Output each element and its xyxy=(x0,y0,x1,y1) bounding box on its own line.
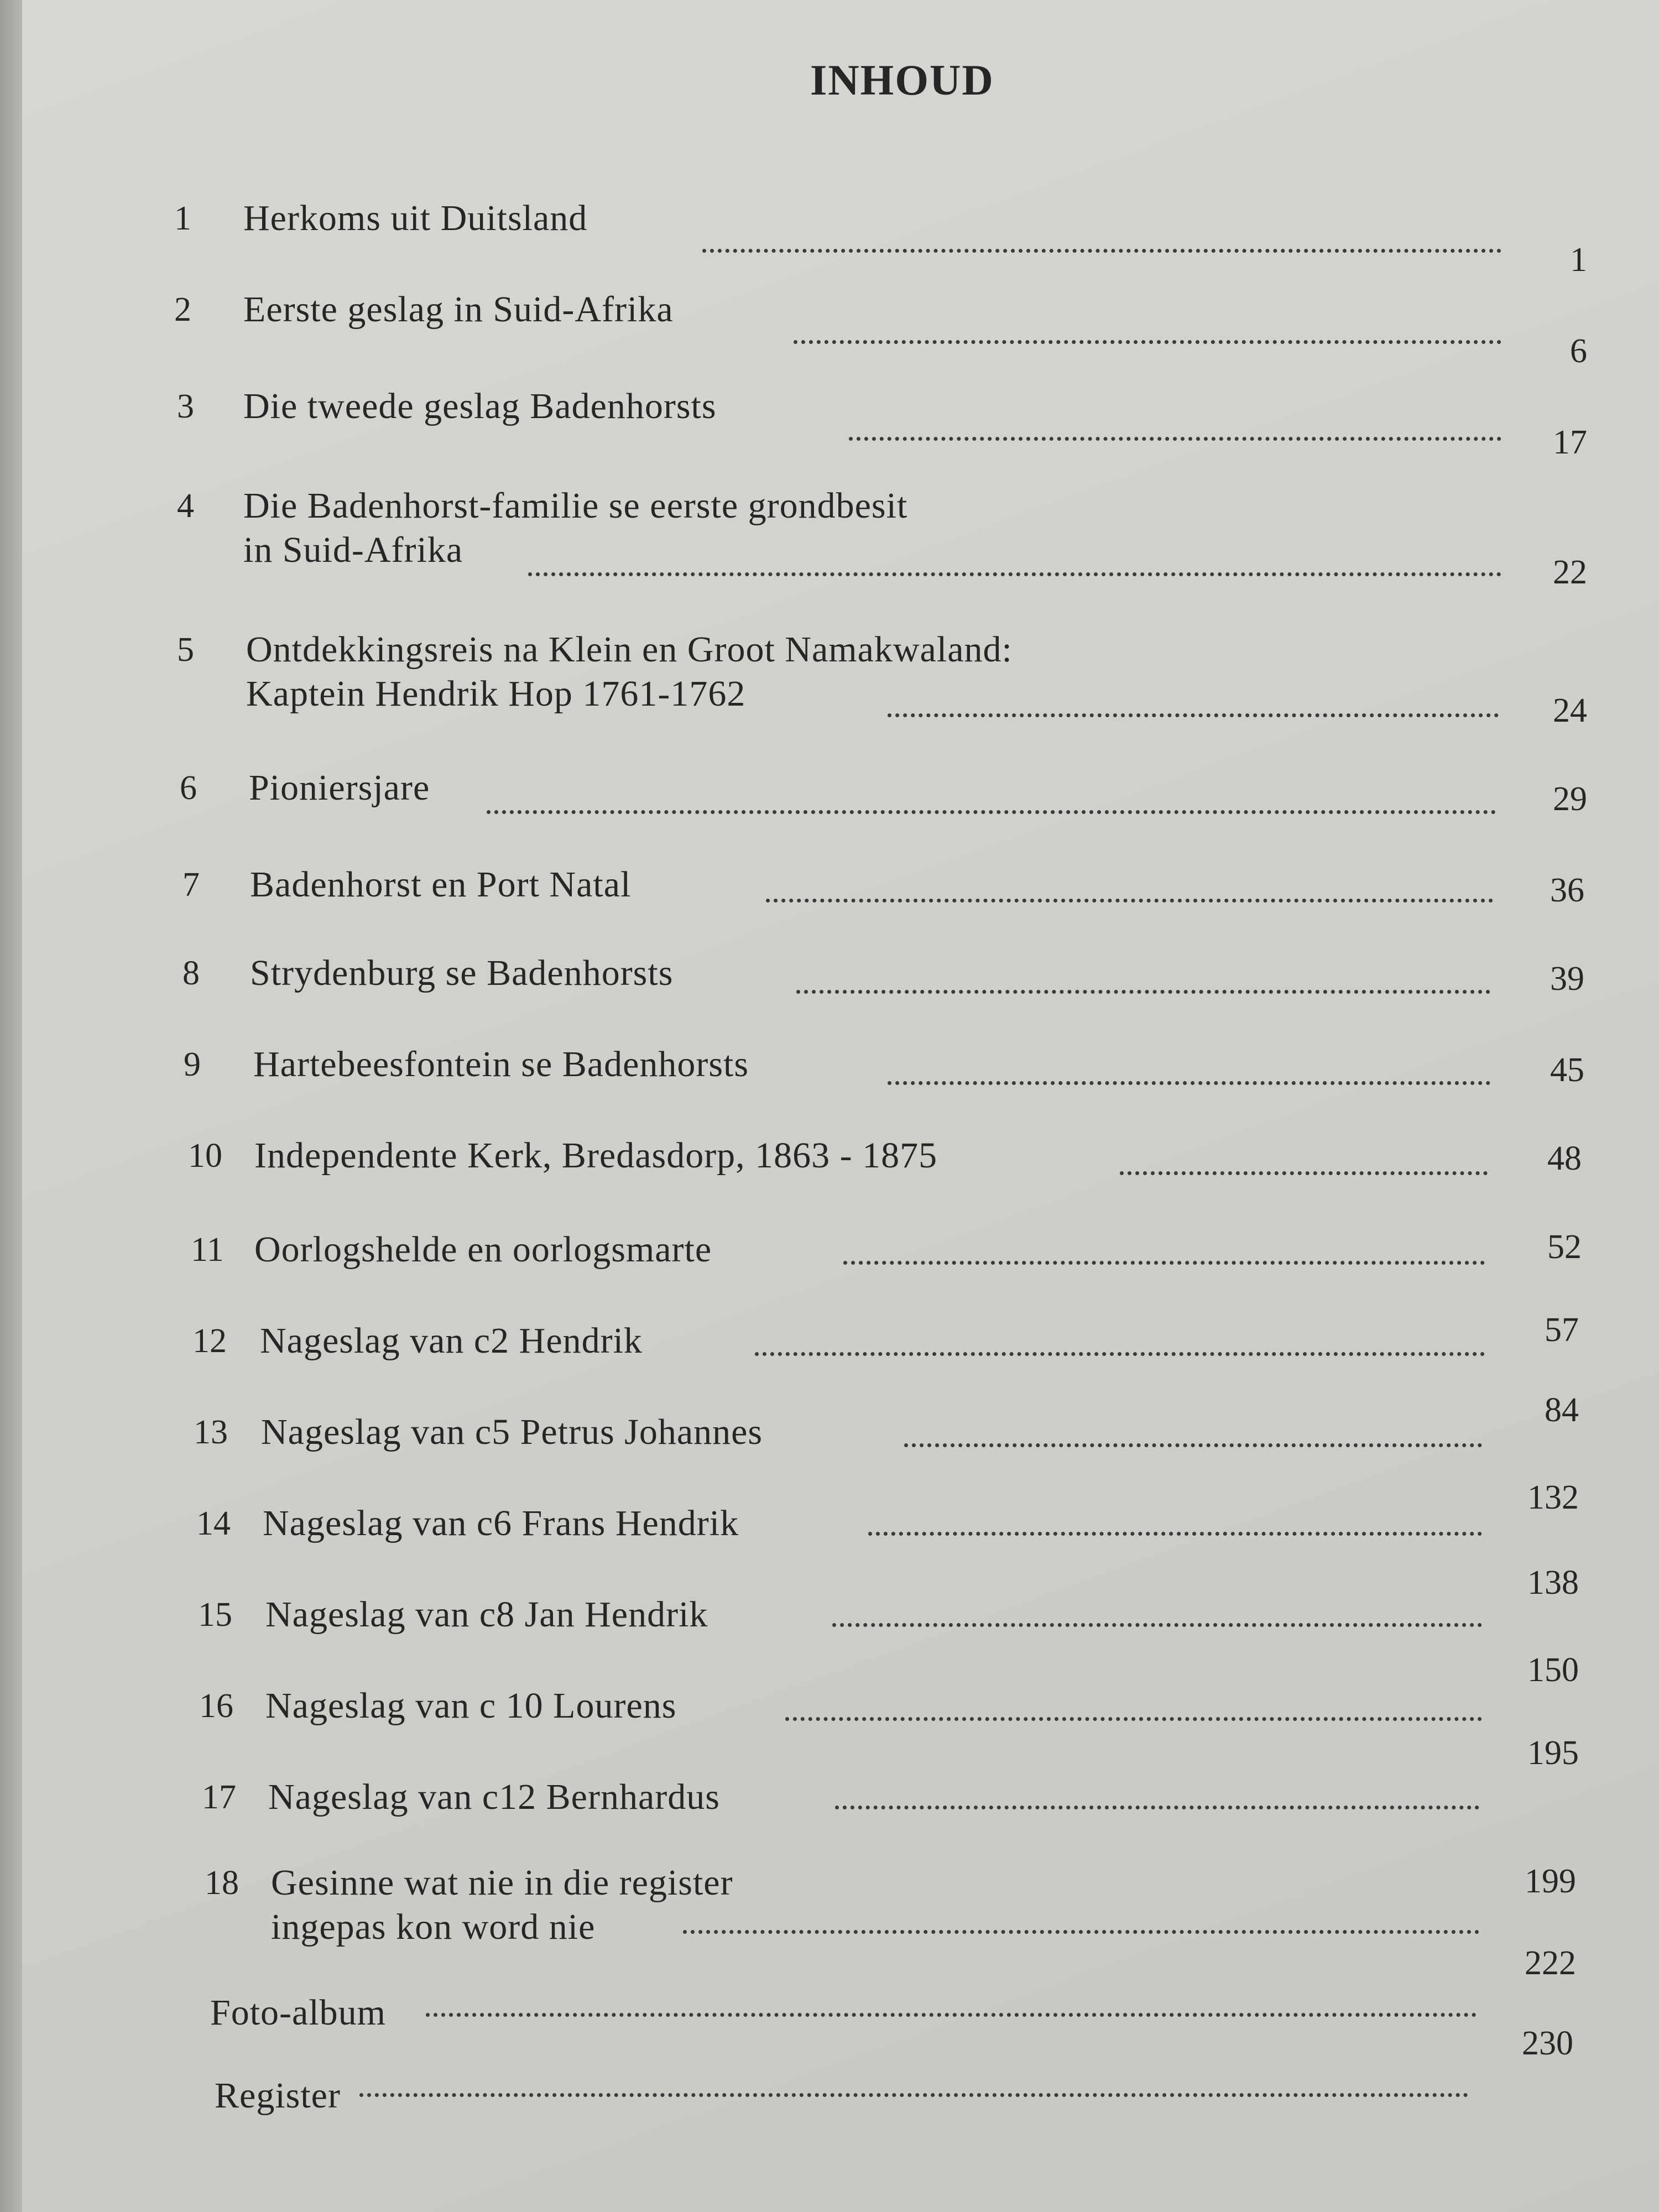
entry-title-line: Badenhorst en Port Natal xyxy=(250,864,632,905)
entry-title-line: Nageslag van c2 Hendrik xyxy=(260,1321,643,1361)
entry-title xyxy=(243,384,717,429)
entry-number: 1 xyxy=(174,200,191,237)
entry-title xyxy=(271,1861,733,1949)
entry-page-number: 39 xyxy=(1550,960,1584,998)
entry-title xyxy=(243,484,907,572)
entry-number: 16 xyxy=(199,1687,233,1725)
entry-title-line: Nageslag van c8 Jan Hendrik xyxy=(265,1594,708,1635)
entry-number: 4 xyxy=(177,487,194,525)
entry-title xyxy=(210,1991,386,2035)
entry-page-number: 22 xyxy=(1553,554,1587,591)
entry-title xyxy=(265,1684,676,1728)
entry-title-line: Ontdekkingsreis na Klein en Groot Namakwaland: xyxy=(246,629,1013,670)
entry-number: 17 xyxy=(202,1778,236,1816)
entry-title-line: Eerste geslag in Suid-Afrika xyxy=(243,289,674,330)
entry-page-number: 36 xyxy=(1550,872,1584,909)
entry-title-line: Nageslag van c12 Bernhardus xyxy=(268,1777,720,1817)
entry-title xyxy=(254,1134,937,1178)
entry-title xyxy=(268,1775,720,1819)
dot-leader xyxy=(843,1261,1485,1265)
entry-number: 7 xyxy=(182,866,200,904)
entry-page-number: 1 xyxy=(1570,241,1587,279)
entry-title-line: Die tweede geslag Badenhorsts xyxy=(243,386,717,426)
entry-title xyxy=(249,766,430,810)
entry-title xyxy=(246,628,1013,716)
entry-title xyxy=(250,951,673,995)
entry-number: 2 xyxy=(174,291,191,328)
dot-leader xyxy=(702,249,1501,253)
entry-title xyxy=(261,1410,763,1454)
dot-leader xyxy=(849,437,1501,441)
entry-page-number: 24 xyxy=(1553,692,1587,729)
dot-leader xyxy=(1120,1171,1488,1175)
dot-leader xyxy=(359,2093,1468,2097)
entry-title-line: ingepas kon word nie xyxy=(271,1907,596,1947)
entry-page-number: 52 xyxy=(1547,1228,1582,1266)
dot-leader xyxy=(796,990,1490,994)
entry-title xyxy=(253,1042,749,1087)
entry-page-number: 132 xyxy=(1527,1479,1579,1516)
dot-leader xyxy=(868,1532,1482,1536)
entry-number: 3 xyxy=(177,388,194,425)
entry-title-line: Hartebeesfontein se Badenhorsts xyxy=(253,1044,749,1084)
dot-leader xyxy=(835,1806,1479,1809)
entry-title-line: Nageslag van c5 Petrus Johannes xyxy=(261,1412,763,1452)
entry-title-line: Kaptein Hendrik Hop 1761-1762 xyxy=(246,674,746,714)
entry-page-number: 29 xyxy=(1553,780,1587,818)
entry-title-line: Register xyxy=(215,2075,341,2116)
entry-title-line: Pioniersjare xyxy=(249,768,430,808)
entry-title xyxy=(254,1228,712,1272)
entry-number: 6 xyxy=(180,769,197,807)
entry-page-number: 230 xyxy=(1522,2025,1573,2062)
dot-leader xyxy=(426,2013,1477,2017)
entry-number: 10 xyxy=(188,1137,222,1175)
entry-title-line: Foto-album xyxy=(210,1992,386,2033)
entry-title-line: Independente Kerk, Bredasdorp, 1863 - 1875 xyxy=(254,1135,938,1176)
page-title: INHOUD xyxy=(810,56,994,104)
entry-number: 8 xyxy=(182,954,200,992)
dot-leader xyxy=(766,899,1493,902)
entry-title xyxy=(243,196,587,241)
dot-leader xyxy=(785,1717,1482,1721)
entry-page-number: 48 xyxy=(1547,1140,1582,1177)
entry-number: 14 xyxy=(196,1505,231,1542)
entry-title-line: Herkoms uit Duitsland xyxy=(243,198,588,238)
entry-number: 18 xyxy=(205,1864,239,1902)
entry-page-number: 84 xyxy=(1545,1391,1579,1429)
entry-number: 11 xyxy=(191,1231,224,1269)
dot-leader xyxy=(487,810,1496,814)
entry-title-line: Nageslag van c6 Frans Hendrik xyxy=(263,1503,739,1543)
dot-leader xyxy=(832,1623,1482,1627)
dot-leader xyxy=(888,713,1499,717)
entry-page-number: 57 xyxy=(1545,1311,1579,1349)
dot-leader xyxy=(528,572,1501,576)
entry-page-number: 199 xyxy=(1525,1863,1576,1900)
dot-leader xyxy=(755,1352,1485,1356)
entry-title-line: Gesinne wat nie in die register xyxy=(271,1863,733,1903)
dot-leader xyxy=(904,1443,1482,1447)
entry-page-number: 195 xyxy=(1527,1734,1579,1772)
entry-page-number: 222 xyxy=(1525,1944,1576,1982)
entry-title-line: Nageslag van c 10 Lourens xyxy=(265,1686,677,1726)
entry-page-number: 17 xyxy=(1553,424,1587,461)
entry-number: 5 xyxy=(177,631,194,669)
entry-page-number: 6 xyxy=(1570,332,1587,370)
dot-leader xyxy=(888,1081,1490,1085)
entry-title-line: Oorlogshelde en oorlogsmarte xyxy=(254,1229,712,1270)
entry-title xyxy=(243,288,674,332)
entry-number: 13 xyxy=(194,1413,228,1451)
entry-page-number: 138 xyxy=(1527,1564,1579,1601)
dot-leader xyxy=(683,1930,1479,1934)
entry-title-line: Strydenburg se Badenhorsts xyxy=(250,953,674,993)
entry-number: 15 xyxy=(198,1596,232,1634)
entry-title-line: in Suid-Afrika xyxy=(243,530,463,570)
entry-number: 12 xyxy=(192,1322,227,1360)
entry-title xyxy=(215,2074,341,2118)
entry-title-line: Die Badenhorst-familie se eerste grondbesit xyxy=(243,486,908,526)
entry-title xyxy=(260,1319,643,1363)
book-page xyxy=(22,0,1659,2212)
entry-title xyxy=(263,1501,739,1546)
entry-number: 9 xyxy=(184,1046,201,1083)
entry-title xyxy=(265,1593,708,1637)
dot-leader xyxy=(794,340,1501,344)
entry-title xyxy=(250,863,631,907)
entry-page-number: 45 xyxy=(1550,1051,1584,1089)
entry-page-number: 150 xyxy=(1527,1651,1579,1689)
